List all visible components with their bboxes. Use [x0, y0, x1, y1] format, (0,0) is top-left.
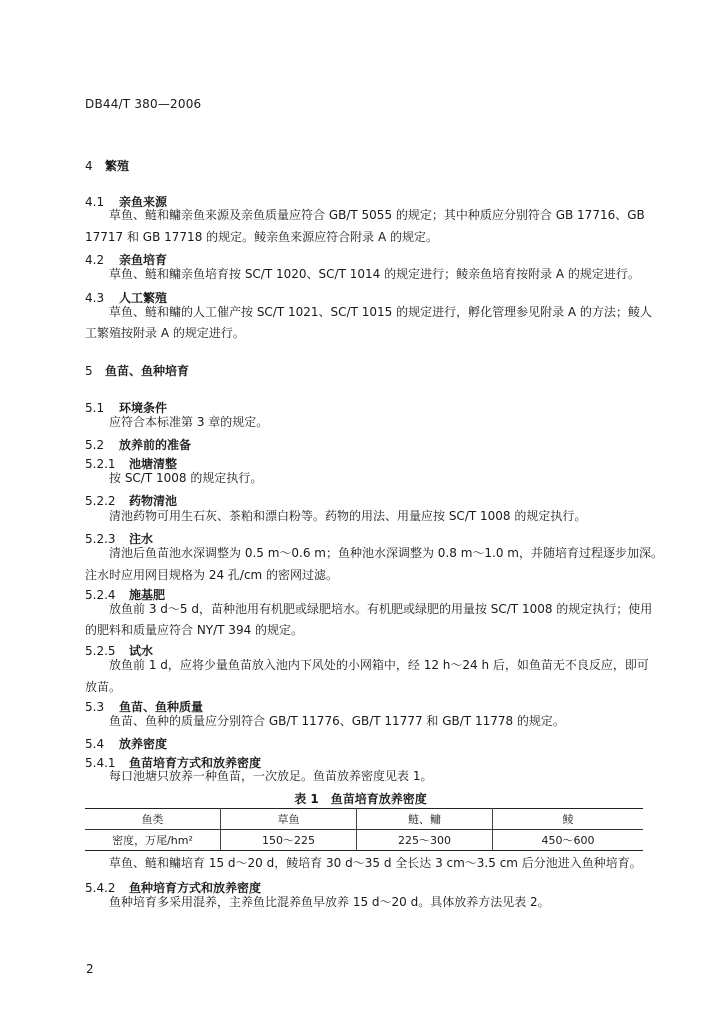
subsection-heading-5-4-2: 5.4.2 鱼种培育方式和放养密度 [85, 881, 262, 895]
subsection-heading-4-3: 4.3 人工繁殖 [85, 291, 168, 305]
table-cell: 450～600 [493, 830, 644, 851]
table-title: 鱼苗培育放养密度 [330, 792, 427, 806]
stocking-density-table [85, 808, 643, 851]
table-cell: 密度，万尾/hm² [112, 834, 193, 847]
subsection-heading-5-4: 5.4 放养密度 [85, 737, 168, 751]
table-caption [0, 790, 721, 807]
paragraph-line: 鱼种培育多采用混养，主养鱼比混养鱼早放养 15 d～20 d。具体放养方法见表 2。 [109, 895, 550, 909]
subsection-heading-4-1: 4.1 亲鱼来源 [85, 195, 168, 209]
paragraph-line: 17717 和 GB 17718 的规定。鲮亲鱼来源应符合附录 A 的规定。 [85, 230, 438, 244]
paragraph-line: 的肥料和质量应符合 NY/T 394 的规定。 [85, 623, 304, 637]
table-header-cell: 鲢、鳙 [357, 809, 493, 830]
paragraph-line: 草鱼、鲢和鳙亲鱼培育按 SC/T 1020、SC/T 1014 的规定进行；鲮亲鱼培育按附录 A 的规定进行。 [109, 267, 640, 281]
table-header-row [85, 809, 643, 830]
paragraph-line: 每口池塘只放养一种鱼苗，一次放足。鱼苗放养密度见表 1。 [109, 769, 433, 783]
table-header-cell: 草鱼 [221, 809, 357, 830]
paragraph-line: 清池后鱼苗池水深调整为 0.5 m～0.6 m；鱼种池水深调整为 0.8 m～1.0 m，并随培育过程逐步加深。 [109, 546, 663, 560]
table-row [85, 830, 643, 851]
paragraph-line: 草鱼、鲢和鳙培育 15 d～20 d，鲮培育 30 d～35 d 全长达 3 cm～3.5 cm 后分池进入鱼种培育。 [109, 856, 642, 870]
section-number: 4 [85, 159, 93, 173]
section-heading-4 [85, 157, 129, 174]
section-title: 繁殖 [105, 159, 130, 173]
subsection-heading-5-1: 5.1 环境条件 [85, 401, 168, 415]
paragraph-line: 放苗。 [85, 680, 122, 694]
paragraph-line: 草鱼、鲢和鳙亲鱼来源及亲鱼质量应符合 GB/T 5055 的规定；其中种质应分别符合 GB 17716、GB [109, 208, 645, 222]
table-cell: 150～225 [221, 830, 357, 851]
paragraph-line: 草鱼、鲢和鳙的人工催产按 SC/T 1021、SC/T 1015 的规定进行，孵化管理参见附录 A 的方法；鲮人 [109, 305, 652, 319]
table-header-cell: 鲮 [493, 809, 644, 830]
paragraph-line: 注水时应用网目规格为 24 孔/cm 的密网过滤。 [85, 568, 339, 582]
paragraph-line: 应符合本标准第 3 章的规定。 [109, 415, 269, 429]
paragraph-line: 工繁殖按附录 A 的规定进行。 [85, 326, 245, 340]
subsection-heading-4-2: 4.2 亲鱼培育 [85, 253, 168, 267]
subsection-heading-5-2-5: 5.2.5 试水 [85, 644, 154, 658]
subsection-heading-5-2-1: 5.2.1 池塘清整 [85, 457, 178, 471]
subsection-heading-5-2-2: 5.2.2 药物清池 [85, 494, 178, 508]
subsection-heading-5-2-4: 5.2.4 施基肥 [85, 588, 166, 602]
table-cell: 225～300 [357, 830, 493, 851]
subsection-heading-5-3: 5.3 鱼苗、鱼种质量 [85, 700, 204, 714]
paragraph-line: 鱼苗、鱼种的质量应分别符合 GB/T 11776、GB/T 11777 和 GB/T 11778 的规定。 [109, 714, 565, 728]
subsection-heading-5-2-3: 5.2.3 注水 [85, 532, 154, 546]
table-number: 表 1 [294, 792, 319, 806]
paragraph-line: 按 SC/T 1008 的规定执行。 [109, 471, 263, 485]
table-header-cell: 鱼类 [85, 809, 221, 830]
paragraph-line: 放鱼前 1 d，应将少量鱼苗放入池内下风处的小网箱中，经 12 h～24 h 后，如鱼苗无不良反应，即可 [109, 658, 649, 672]
subsection-heading-5-4-1: 5.4.1 鱼苗培育方式和放养密度 [85, 756, 262, 770]
subsection-heading-5-2: 5.2 放养前的准备 [85, 438, 192, 452]
paragraph-line: 清池药物可用生石灰、茶粕和漂白粉等。药物的用法、用量应按 SC/T 1008 的规定执行。 [109, 509, 587, 523]
paragraph-line: 放鱼前 3 d～5 d，苗种池用有机肥或绿肥培水。有机肥或绿肥的用量按 SC/T 1008 的规定执行；使用 [109, 602, 653, 616]
section-heading-5: 5 鱼苗、鱼种培育 [85, 364, 190, 378]
document-id-header: DB44/T 380—2006 [85, 97, 202, 111]
page-number: 2 [86, 962, 94, 976]
